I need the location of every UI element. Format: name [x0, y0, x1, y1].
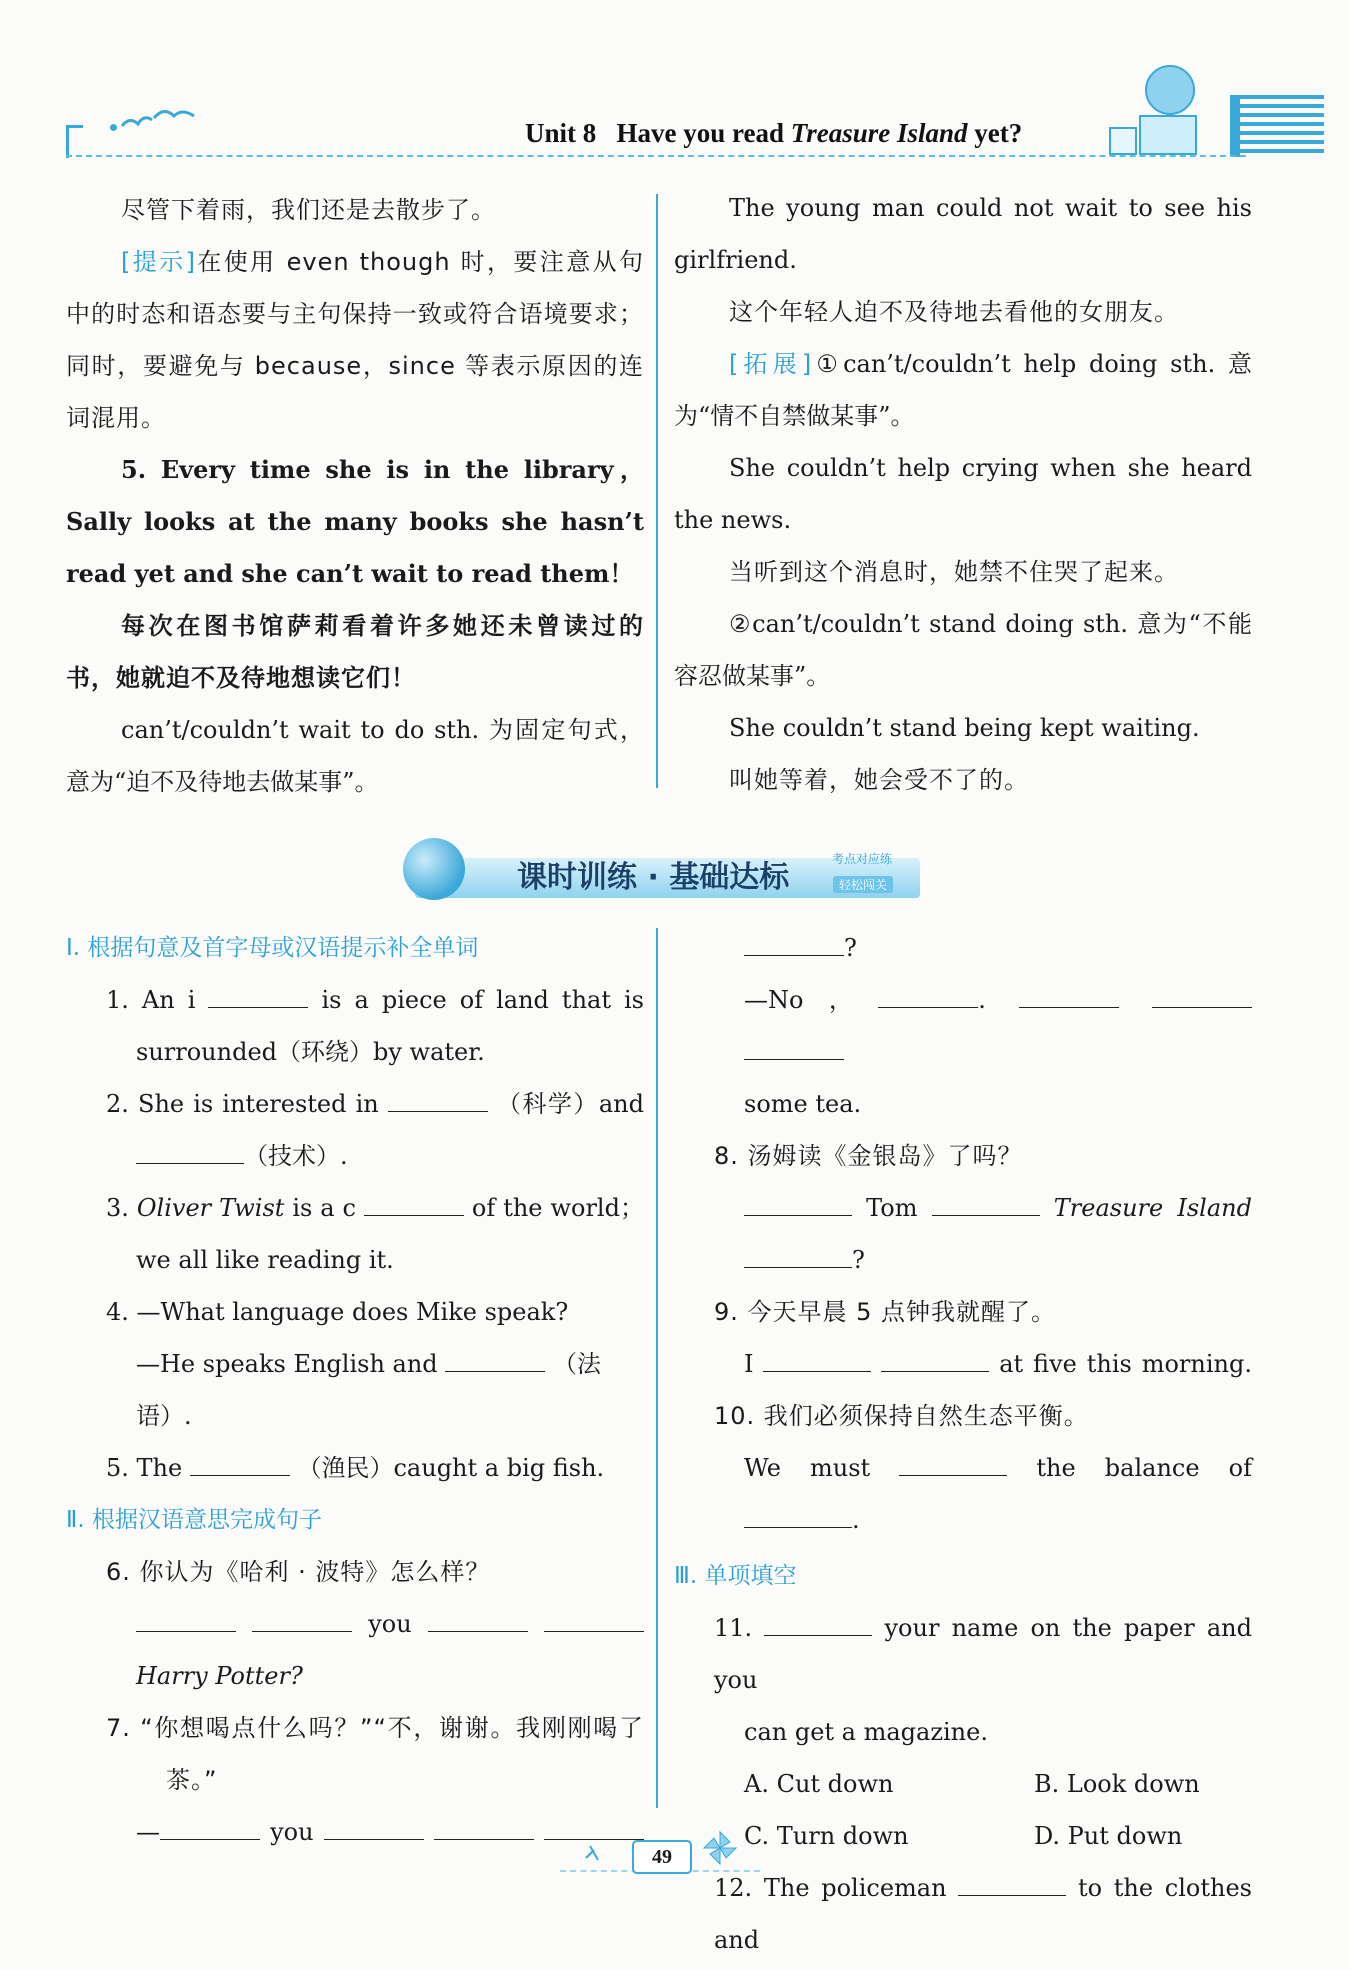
question-10-end: . — [674, 1494, 1252, 1546]
answer-blank[interactable] — [744, 1037, 844, 1060]
answer-blank[interactable] — [445, 1349, 545, 1372]
answer-blank[interactable] — [388, 1089, 488, 1112]
birds-icon — [118, 104, 198, 138]
example-translation: 叫她等着，她会受不了的。 — [729, 766, 1029, 794]
globe-icon — [403, 838, 465, 900]
answer-blank[interactable] — [324, 1817, 424, 1840]
pinwheel-icon — [700, 1828, 740, 1868]
question-1: 1. An i is a piece of land that is — [106, 986, 644, 1014]
question-7: 7. “你想喝点什么吗？”“不，谢谢。我刚刚喝了茶。” — [106, 1714, 644, 1794]
question-7-end: ? — [674, 922, 1252, 974]
question-5: 5. The （渔民）caught a big fish. — [106, 1454, 605, 1482]
banner-subtitle: 考点对应练 — [832, 852, 893, 866]
answer-blank[interactable] — [434, 1817, 534, 1840]
question-4-cont: —He speaks English and （法语）. — [136, 1350, 601, 1430]
example-translation: 每次在图书馆萨莉看着许多她还未曾读过的书，她就迫不及待地想读它们！ — [66, 612, 644, 692]
question-8-cont: Tom Treasure Island — [674, 1182, 1252, 1234]
example-translation: 这个年轻人迫不及待地去看他的女朋友。 — [729, 298, 1179, 326]
tip-tag: [提示] — [121, 248, 196, 276]
answer-blank[interactable] — [190, 1453, 290, 1476]
column-divider-bottom — [656, 928, 658, 1808]
option-c[interactable]: C. Turn down — [744, 1822, 909, 1850]
top-left-column — [66, 184, 644, 808]
answer-blank[interactable] — [958, 1873, 1066, 1896]
top-right-column — [674, 182, 1252, 806]
answer-blank[interactable] — [932, 1193, 1040, 1216]
page-header — [0, 0, 1350, 175]
answer-blank[interactable] — [364, 1193, 464, 1216]
paragraph: can’t/couldn’t wait to do sth. 为固定句式，意为“迫不及待地去做某事”。 — [66, 716, 644, 796]
column-divider-top — [656, 194, 658, 788]
header-bracket-decoration — [66, 125, 83, 158]
globe-desk-icon — [1100, 58, 1210, 158]
header-stripes — [1238, 95, 1324, 157]
question-7-cont: — you — [66, 1806, 644, 1858]
question-4: 4. —What language does Mike speak? — [106, 1298, 569, 1326]
question-7-reply: —No， . — [674, 974, 1252, 1078]
answer-blank[interactable] — [136, 1609, 236, 1632]
section-banner — [395, 836, 920, 902]
answer-blank[interactable] — [1152, 985, 1252, 1008]
header-dashed-rule — [66, 155, 1246, 157]
section-title: Ⅰ. 根据句意及首字母或汉语提示补全单词 — [66, 935, 479, 961]
question-3: 3. Oliver Twist is a c of the world； — [106, 1194, 644, 1222]
section-title: Ⅲ. 单项填空 — [674, 1563, 797, 1589]
answer-blank[interactable] — [160, 1817, 260, 1840]
question-9: 9. 今天早晨 5 点钟我就醒了。 — [714, 1298, 1057, 1326]
question-10-cont: We must the balance of — [744, 1454, 1252, 1482]
question-2-cont: （技术）. — [66, 1130, 644, 1182]
options-row — [674, 1810, 1252, 1862]
example-translation: 当听到这个消息时，她禁不住哭了起来。 — [729, 558, 1179, 586]
example-sentence: She couldn’t help crying when she heard the news. — [674, 454, 1252, 534]
example-sentence: She couldn’t stand being kept waiting. — [729, 714, 1200, 742]
header-dot-decoration — [110, 124, 117, 131]
answer-blank[interactable] — [744, 1193, 852, 1216]
page-number: 49 — [632, 1840, 692, 1874]
answer-blank[interactable] — [428, 1609, 528, 1632]
extension-tag: [拓展] — [729, 350, 812, 378]
answer-blank[interactable] — [252, 1609, 352, 1632]
paragraph: 尽管下着雨，我们还是去散步了。 — [121, 196, 496, 224]
question-9-cont: I at five this morning. — [744, 1350, 1252, 1378]
answer-blank[interactable] — [764, 1613, 872, 1636]
paragraph: ②can’t/couldn’t stand doing sth. 意为“不能容忍做某事”。 — [674, 610, 1252, 690]
option-d[interactable]: D. Put down — [1034, 1822, 1183, 1850]
options-row — [674, 1758, 1252, 1810]
example-sentence: 5. Every time she is in the library，Sally looks at the many books she hasn’t read yet and she can’t wait to read them！ — [66, 455, 644, 588]
example-sentence: The young man could not wait to see his girlfriend. — [674, 194, 1252, 274]
answer-blank[interactable] — [544, 1609, 644, 1632]
answer-blank[interactable] — [881, 1349, 989, 1372]
question-6-cont: you — [66, 1598, 644, 1650]
question-6: 6. 你认为《哈利 · 波特》怎么样？ — [106, 1558, 491, 1586]
question-12: 12. The policeman to the clothes and — [714, 1874, 1252, 1954]
answer-blank[interactable] — [744, 933, 844, 956]
tip-paragraph: [提示]在使用 even though 时，要注意从句中的时态和语态要与主句保持一致或符合语境要求；同时，要避免与 because，since 等表示原因的连词混用。 — [66, 248, 645, 432]
question-7-reply-end: some tea. — [744, 1090, 862, 1118]
answer-blank[interactable] — [899, 1453, 1007, 1476]
answer-blank[interactable] — [1019, 985, 1119, 1008]
question-3-cont: we all like reading it. — [136, 1246, 394, 1274]
banner-badge: 轻松闯关 — [833, 876, 893, 893]
answer-blank[interactable] — [763, 1349, 871, 1372]
bottom-left-column — [66, 922, 644, 1858]
answer-blank[interactable] — [744, 1505, 852, 1528]
option-b[interactable]: B. Look down — [1034, 1770, 1200, 1798]
answer-blank[interactable] — [208, 985, 308, 1008]
answer-blank[interactable] — [744, 1245, 852, 1268]
question-11: 11. your name on the paper and you — [714, 1614, 1252, 1694]
bottom-right-column — [674, 922, 1252, 1966]
question-1-cont: surrounded（环绕）by water. — [136, 1038, 485, 1066]
star-decoration-icon — [580, 1838, 620, 1868]
answer-blank[interactable] — [136, 1141, 244, 1164]
answer-blank[interactable] — [544, 1817, 644, 1840]
question-10: 10. 我们必须保持自然生态平衡。 — [714, 1402, 1089, 1430]
unit-title: Unit 8 Have you read Treasure Island yet? — [525, 118, 1023, 148]
answer-blank[interactable] — [878, 985, 978, 1008]
question-8: 8. 汤姆读《金银岛》了吗？ — [714, 1142, 1023, 1170]
section-title: Ⅱ. 根据汉语意思完成句子 — [66, 1507, 322, 1533]
question-2: 2. She is interested in （科学）and — [106, 1090, 644, 1118]
question-11-cont: can get a magazine. — [744, 1718, 988, 1746]
banner-title: 课时训练 · 基础达标 — [517, 860, 790, 895]
question-6-end: Harry Potter? — [136, 1662, 303, 1690]
extension-paragraph: [拓展]①can’t/couldn’t help doing sth. 意为“情不自禁做某事”。 — [674, 350, 1252, 430]
option-a[interactable]: A. Cut down — [744, 1770, 894, 1798]
question-8-end: ? — [674, 1234, 1252, 1286]
